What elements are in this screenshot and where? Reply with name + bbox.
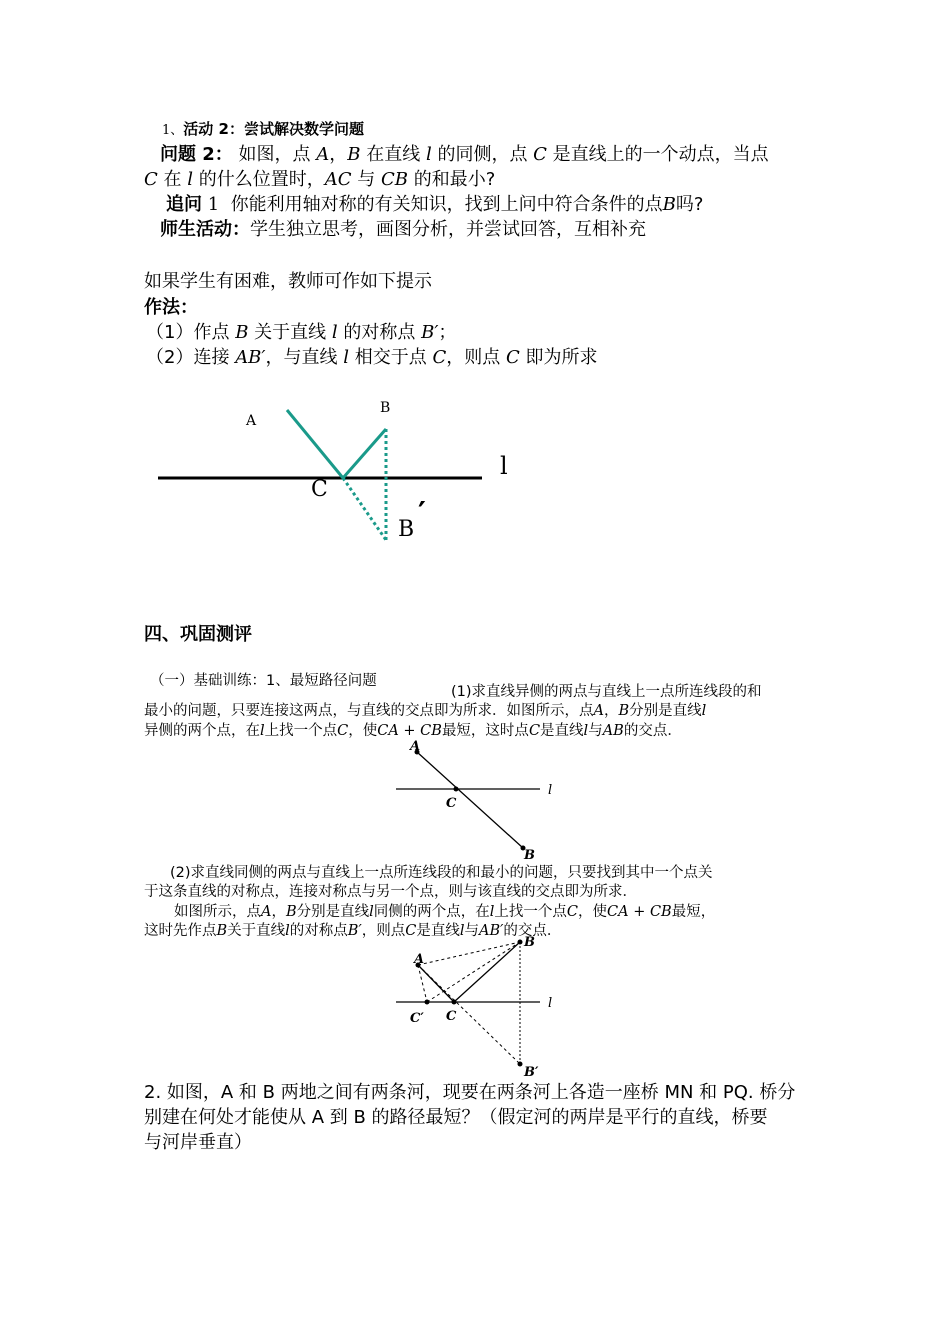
point-A: A — [316, 144, 330, 165]
para-text: 异侧的两个点，在 — [144, 723, 260, 739]
para-text: 同侧的两个点，在 — [373, 904, 490, 920]
problem-text: 的同侧，点 — [431, 144, 534, 165]
para-text: ，使 — [578, 904, 608, 920]
line-l: l — [187, 169, 193, 190]
line-l: l — [489, 904, 495, 920]
label-B-prime: B — [398, 517, 415, 542]
label-prime-mark: ′ — [418, 496, 426, 531]
label-A: A — [410, 739, 421, 754]
para-text: 上找一个点 — [264, 723, 338, 739]
problem-text: 是直线上的一个动点，当点 — [546, 144, 769, 165]
basic-p1-line1: (1)求直线异侧的两点与直线上一点所连线段的和 — [451, 684, 762, 700]
segment-CB — [454, 942, 520, 1002]
para-text: 分别是直线 — [296, 904, 370, 920]
problem-line-2 — [144, 165, 495, 191]
segment-AB-prime: AB′ — [479, 923, 504, 939]
para-text: ，则点 — [361, 923, 406, 939]
segment-AC: AC — [324, 169, 352, 190]
point-B-prime-dot — [518, 1062, 523, 1067]
segment-AB-prime: AB′ — [235, 347, 266, 368]
line-l: l — [459, 923, 465, 939]
question2-line3: 与河岸垂直） — [144, 1132, 252, 1153]
point-C: C — [533, 144, 547, 165]
para-text: 的交点． — [623, 723, 682, 739]
para-text: 上找一个点 — [494, 904, 567, 920]
followup-text: 你能利用轴对称的有关知识，找到上问中符合条件的点 — [230, 194, 663, 215]
label-B: B — [524, 935, 535, 950]
point-A: A — [593, 703, 604, 719]
label-l: l — [548, 996, 553, 1011]
line-l: l — [285, 923, 290, 939]
para-text: 如图所示，点 — [174, 904, 261, 920]
step-text: ； — [438, 322, 457, 343]
line-l: l — [260, 723, 265, 739]
line-l: l — [343, 347, 350, 368]
method-step-2 — [146, 343, 598, 369]
para-text: ，使 — [348, 723, 378, 739]
point-B: B — [216, 923, 228, 939]
step-text: 即为所求 — [519, 347, 598, 368]
problem-text: 如图，点 — [238, 144, 317, 165]
point-C: C — [528, 723, 541, 739]
sum-CA-CB: CA + CB — [607, 904, 672, 920]
para-text: 分别是直线 — [629, 703, 702, 719]
line-l: l — [425, 144, 432, 165]
step-text: 作点 — [193, 322, 236, 343]
problem-text: 与 — [351, 169, 381, 190]
section-title: 四、巩固测评 — [144, 624, 252, 645]
point-B-prime: B′ — [347, 923, 362, 939]
followup-label: 追问 — [166, 194, 202, 215]
point-C: C — [505, 347, 520, 368]
figure-same-side — [390, 930, 570, 1080]
para-text: 的对称点 — [289, 923, 348, 939]
problem-text: 的和最小? — [407, 169, 496, 190]
problem-text: 的什么位置时， — [193, 169, 325, 190]
step-text: ，与直线 — [265, 347, 344, 368]
para-text: 这时先作点 — [144, 923, 217, 939]
para-text: ， — [603, 703, 619, 719]
line-l: l — [369, 904, 374, 920]
label-C: C — [446, 1009, 457, 1024]
line-l: l — [701, 703, 707, 719]
para-text: 是直线 — [540, 723, 584, 739]
segment-C-prime-B — [427, 942, 520, 1002]
point-A: A — [261, 904, 272, 920]
segment-CB — [343, 429, 386, 478]
step-text: 的对称点 — [337, 322, 422, 343]
point-C-dot — [454, 787, 459, 792]
basic-p2-line2: 于这条直线的对称点，连接对称点与另一个点，则与该直线的交点即为所求． — [144, 884, 637, 900]
question2-line2: 别建在何处才能使从 A 到 B 的路径最短？（假定河的两岸是平行的直线，桥要 — [144, 1107, 768, 1128]
step-number: （2） — [146, 347, 194, 368]
method-label: 作法： — [144, 297, 198, 318]
activity-header — [162, 118, 364, 139]
label-C: C — [446, 796, 457, 811]
step-text: 连接 — [193, 347, 236, 368]
label-B: B — [380, 400, 391, 416]
followup-end: 吗? — [675, 194, 704, 215]
para-text: 是直线 — [416, 923, 460, 939]
question2-line1: 2. 如图，A 和 B 两地之间有两条河，现要在两条河上各造一座桥 MN 和 PQ. 桥分 — [144, 1082, 796, 1103]
step-text: 关于直线 — [248, 322, 332, 343]
point-B: B — [662, 194, 676, 215]
label-l: l — [548, 783, 553, 798]
activity-title: 活动 2：尝试解决数学问题 — [183, 120, 364, 138]
point-B: B — [235, 322, 249, 343]
basic-p3-line — [174, 900, 715, 921]
para-text: 最小的问题，只要连接这两点，与直线的交点即为所求．如图所示，点 — [144, 703, 594, 719]
step-text: 相交于点 — [349, 347, 433, 368]
point-C: C — [144, 169, 158, 190]
followup-question — [166, 190, 703, 216]
step-text: ，则点 — [446, 347, 506, 368]
problem-text: 在 — [157, 169, 188, 190]
point-C-prime-dot — [425, 1000, 430, 1005]
point-C: C — [566, 904, 579, 920]
teacher-activity — [160, 215, 646, 241]
para-text: 的交点． — [503, 923, 562, 939]
followup-number: 1 — [207, 194, 220, 215]
problem-line-1 — [160, 140, 769, 166]
basic-p1-line2 — [144, 699, 706, 720]
segment-AB — [418, 942, 520, 965]
method-step-1 — [146, 318, 456, 344]
segment-AC — [418, 965, 454, 1002]
label-B-prime: B′ — [524, 1065, 539, 1080]
problem-comma: ， — [329, 144, 348, 165]
basic-training-label: （一）基础训练：1、最短路径问题 — [150, 673, 377, 689]
label-B: B — [524, 848, 535, 860]
activity-number: 1、 — [162, 123, 184, 138]
point-B: B — [618, 703, 630, 719]
para-text: 最短， — [671, 904, 716, 920]
figure-opposite-sides — [390, 735, 570, 860]
label-C: C — [311, 477, 328, 502]
problem-text: 在直线 — [360, 144, 426, 165]
point-B-prime: B′ — [421, 322, 439, 343]
segment-CB-prime — [343, 478, 386, 540]
segment-AB — [417, 752, 523, 848]
label-A: A — [246, 413, 257, 429]
label-A: A — [414, 952, 425, 967]
label-l: l — [500, 452, 508, 480]
line-l: l — [331, 322, 338, 343]
point-C: C — [405, 923, 417, 939]
point-C: C — [337, 723, 349, 739]
para-text: 最短，这时点 — [441, 723, 529, 739]
sum-CA-CB: CA + CB — [377, 723, 442, 739]
point-C-dot — [452, 1000, 457, 1005]
para-text: 与 — [464, 923, 479, 939]
point-C: C — [432, 347, 447, 368]
segment-CB: CB — [380, 169, 408, 190]
line-l: l — [583, 723, 589, 739]
hint-text: 如果学生有困难，教师可作如下提示 — [144, 271, 432, 292]
teacher-label: 师生活动： — [160, 219, 250, 240]
point-B: B — [347, 144, 361, 165]
para-text: ， — [271, 904, 286, 920]
point-B: B — [285, 904, 297, 920]
problem-label: 问题 2： — [160, 144, 233, 165]
basic-p2-line1: (2)求直线同侧的两点与直线上一点所连线段的和最小的问题，只要找到其中一个点关 — [170, 865, 713, 881]
label-C-prime: C′ — [410, 1011, 424, 1026]
para-text: 关于直线 — [227, 923, 286, 939]
segment-AB: AB — [602, 723, 624, 739]
segment-AC — [287, 410, 343, 478]
para-text: 与 — [588, 723, 603, 739]
point-B-dot — [518, 940, 523, 945]
figure-reflection — [140, 390, 540, 560]
teacher-text: 学生独立思考，画图分析，并尝试回答，互相补充 — [250, 219, 646, 240]
step-number: （1） — [146, 322, 194, 343]
